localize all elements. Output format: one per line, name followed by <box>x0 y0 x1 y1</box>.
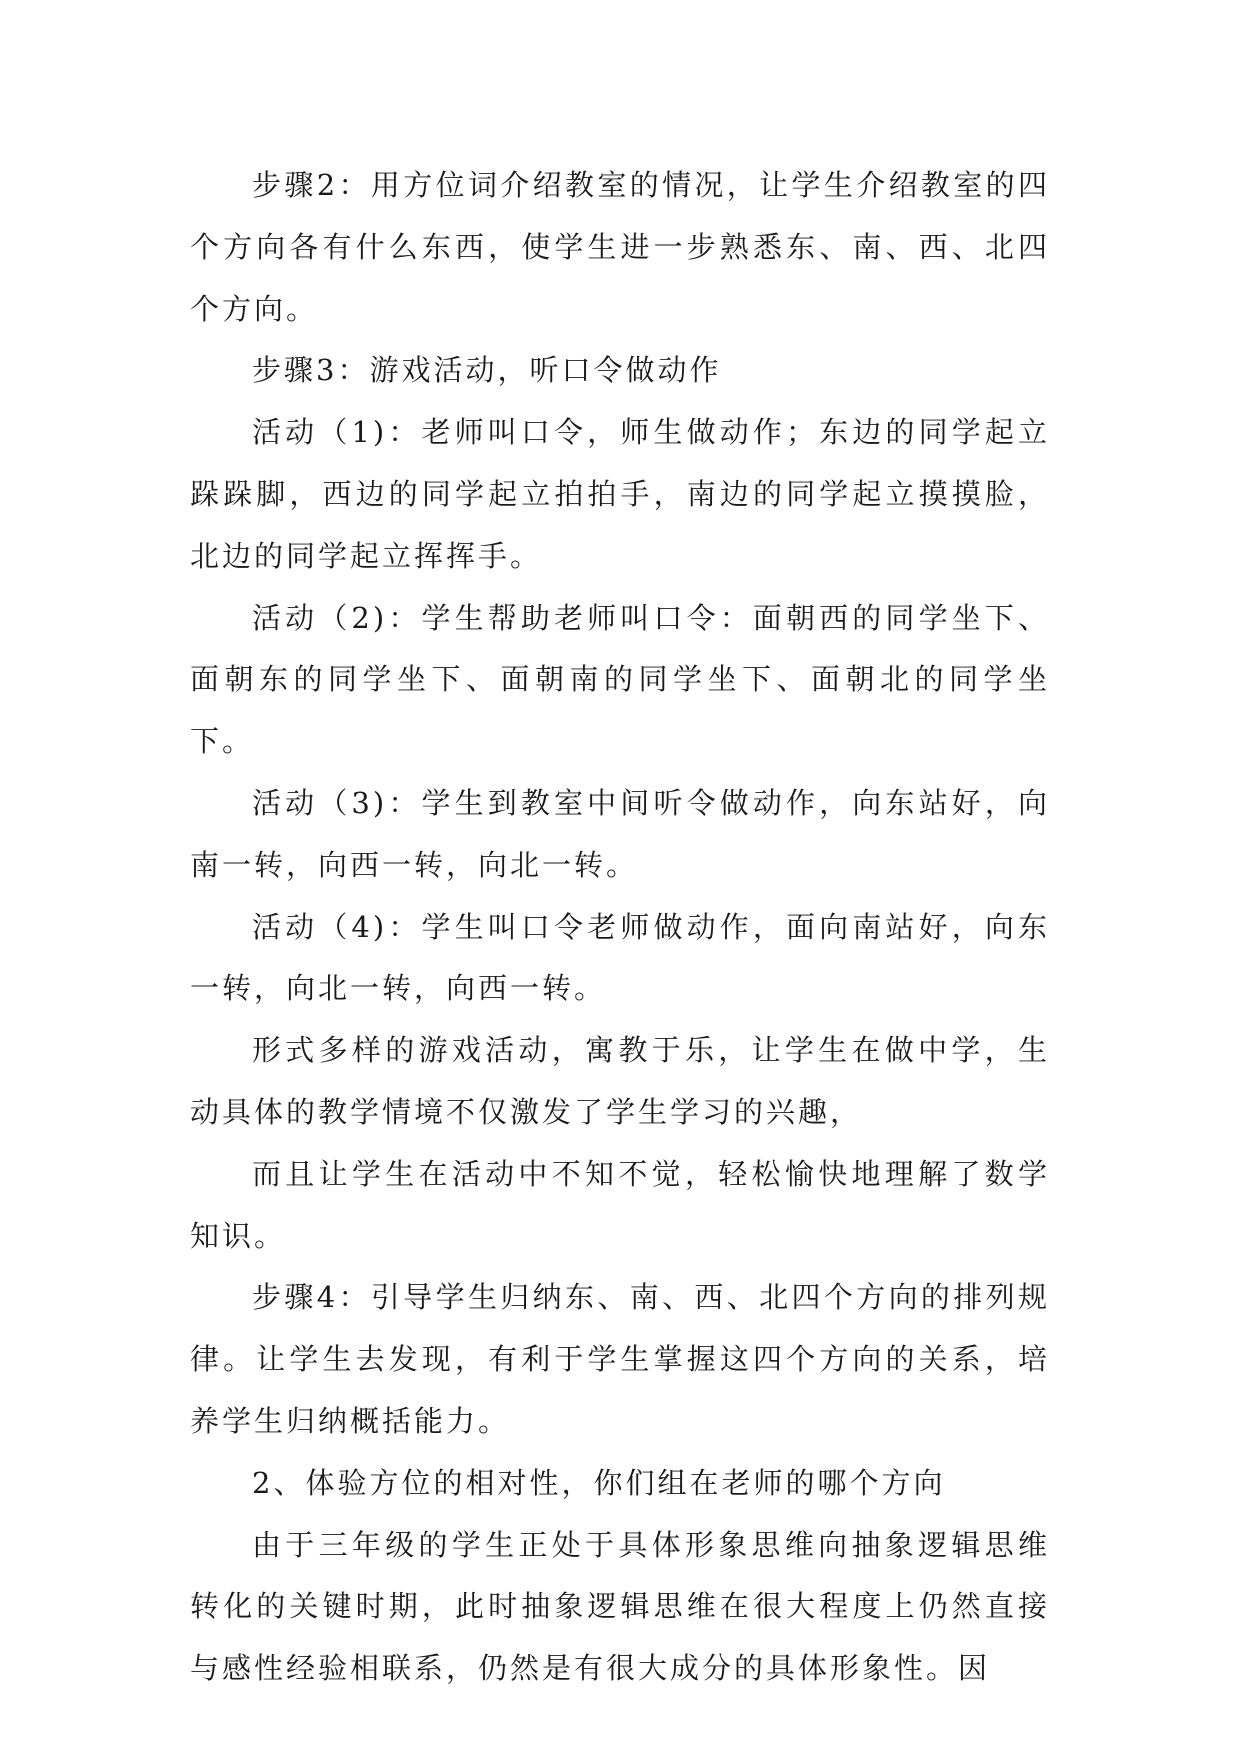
paragraph-activity-4: 活动（4)：学生叫口令老师做动作，面向南站好，向东一转，向北一转，向西一转。 <box>190 909 1050 1006</box>
paragraph-step-3: 步骤3：游戏活动，听口令做动作 <box>252 353 722 388</box>
paragraph-activity-1: 活动（1)：老师叫口令，师生做动作；东边的同学起立跺跺脚，西边的同学起立拍拍手，南边的同学起立摸摸脸，北边的同学起立挥挥手。 <box>190 415 1050 573</box>
paragraph-step-4: 步骤4：引导学生归纳东、南、西、北四个方向的排列规律。让学生去发现，有利于学生掌握这四个方向的关系，培养学生归纳概括能力。 <box>190 1280 1050 1438</box>
paragraph-activity-3: 活动（3)：学生到教室中间听令做动作，向东站好，向南一转，向西一转，向北一转。 <box>190 785 1050 882</box>
paragraph-games-conclusion: 而且让学生在活动中不知不觉，轻松愉快地理解了数学知识。 <box>190 1156 1050 1253</box>
paragraph-section-2-heading: 2、体验方位的相对性，你们组在老师的哪个方向 <box>252 1465 946 1500</box>
document-body <box>190 155 1050 1700</box>
paragraph-games-summary: 形式多样的游戏活动，寓教于乐，让学生在做中学，生动具体的教学情境不仅激发了学生学习的兴趣， <box>190 1033 1050 1129</box>
paragraph-step-2: 步骤2：用方位词介绍教室的情况，让学生介绍教室的四个方向各有什么东西，使学生进一步熟悉东、南、西、北四个方向。 <box>190 168 1050 326</box>
paragraph-grade-three-rationale: 由于三年级的学生正处于具体形象思维向抽象逻辑思维转化的关键时期，此时抽象逻辑思维在很大程度上仍然直接与感性经验相联系，仍然是有很大成分的具体形象性。因 <box>190 1527 1050 1686</box>
paragraph-activity-2: 活动（2)：学生帮助老师叫口令：面朝西的同学坐下、面朝东的同学坐下、面朝南的同学坐下、面朝北的同学坐下。 <box>190 600 1050 759</box>
